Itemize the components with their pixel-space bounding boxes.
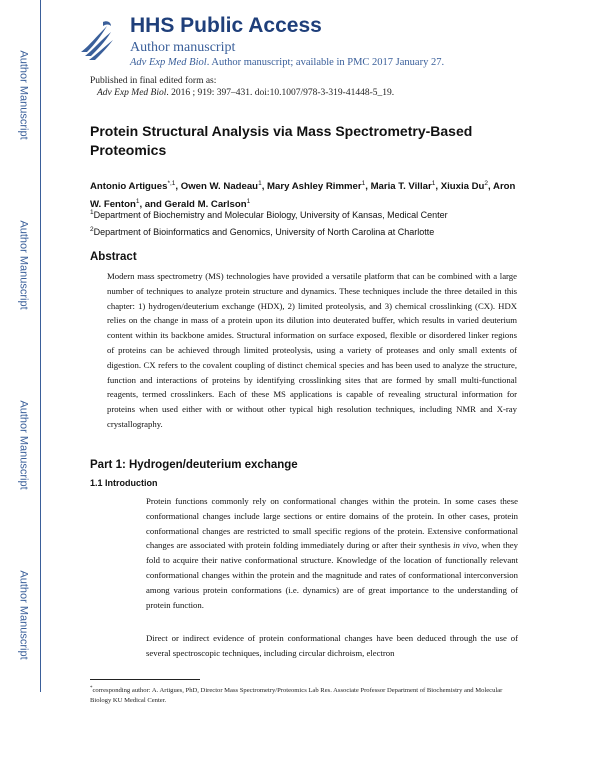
section-heading: Part 1: Hydrogen/deuterium exchange [90, 459, 298, 471]
author: Antonio Artigues$^{*,1}$, [90, 180, 181, 193]
author: Gerald M. Carlson$^1$ [164, 198, 251, 211]
author: Xiuxia Du$^2$, [440, 180, 494, 193]
affiliation-2: $^2$Department of Bioinformatics and Genomics, University of North Carolina at Charlotte [90, 226, 435, 237]
side-label-4: Author Manuscript [18, 570, 31, 660]
abstract-heading: Abstract [90, 251, 137, 263]
paragraph-1: Protein functions commonly rely on conformational changes within the protein. In some cases these conformational changes include large sections or entire domains of the protein. In other cases, protein conformational changes are restricted to small specific regions of the protein. Extensive conformational changes are associated with protein folding immediately during or after their synthesis in vivo, when they fold to acquire their native conformational structure. Knowledge of the location of functionally relevant conformational changes within the protein and the magnitude and rates of conformational interconversion among various protein conformations (i.e. dynamics) are of great importance to the understanding of protein function. [146, 496, 518, 610]
side-label-2: Author Manuscript [18, 220, 31, 310]
author: Owen W. Nadeau$^1$, [180, 180, 268, 193]
availability-line: Adv Exp Med Biol. Author manuscript; available in PMC 2017 January 27. [130, 57, 445, 68]
hhs-public-access-title: HHS Public Access [130, 14, 322, 37]
paper-title: Protein Structural Analysis via Mass Spectrometry-Based Proteomics [90, 123, 473, 158]
abstract-text: Modern mass spectrometry (MS) technologies have provided a versatile platform that can be combined with a large number of techniques to analyze protein structure and dynamics. These techniques include the three detailed in this chapter: 1) hydrogen/deuterium exchange (HDX), 2) limited proteolysis, and 3) chemical crosslinking (CX). HDX relies on the change in mass of a protein upon its dilution into deuterated buffer, which results in varied deuterium content within its backbone amides. Structural information on surface exposed, flexible or disordered linker regions of proteins can be achieved through limited proteolysis, using a variety of proteases and only small extents of digestion. CX refers to the covalent coupling of distinct chemical species and has been used to analyze the structure, function and interactions of proteins by identifying crosslinking sites that are formed by small multi-functional reagents, termed crosslinkers. Each of these MS applications is capable of revealing structural information for proteins when used either with or without other typical high resolution techniques, including NMR and X-ray crystallography. [107, 271, 517, 429]
author: Aron W. Fenton$^1$, and [90, 181, 516, 211]
side-rule [40, 0, 41, 692]
affiliation-1: $^1$Department of Biochemistry and Molecular Biology, University of Kansas, Medical Center [90, 209, 448, 220]
subsection-heading: 1.1 Introduction [90, 478, 158, 488]
side-label-3: Author Manuscript [18, 400, 31, 490]
side-label-1: Author Manuscript [18, 50, 31, 140]
author: Maria T. Villar$^1$, [370, 180, 441, 193]
paragraph-2: Direct or indirect evidence of protein conformational changes have been deduced through the use of several spectroscopic techniques, including circular dichroism, electron [146, 633, 518, 658]
published-note: Published in final edited form as: Adv Exp Med Biol. 2016 ; 919: 397–431. doi:10.1007/978-3-319-41448-5_19. [90, 76, 395, 98]
footnote-rule [90, 679, 200, 680]
author: Mary Ashley Rimmer$^1$, [267, 180, 371, 193]
footnote: *corresponding author: A. Artigues, PhD, Director Mass Spectrometry/Proteomics Lab Res. Associate Professor Department of Biochemistry and Molecular Biology KU Medical Center. [90, 686, 503, 705]
hhs-eagle-logo-icon [77, 16, 117, 64]
author-manuscript-label: Author manuscript [130, 40, 236, 55]
